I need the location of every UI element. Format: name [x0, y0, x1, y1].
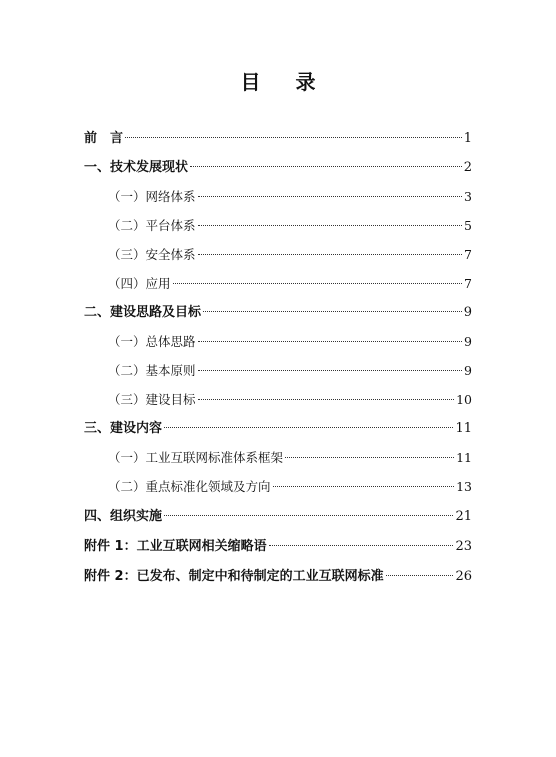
- dot-leader: [190, 166, 462, 167]
- toc-entry[interactable]: [108, 274, 472, 294]
- toc-entry-label: 一、技术发展现状: [84, 160, 189, 175]
- dot-leader: [198, 254, 463, 255]
- toc-entry-label: 四、组织实施: [84, 509, 163, 524]
- toc-entry-page: 13: [456, 479, 472, 494]
- toc-entry-page: 21: [455, 509, 472, 524]
- toc-entry-page: 5: [464, 218, 472, 233]
- dot-leader: [173, 283, 463, 284]
- toc-entry-label: （一）工业互联网标准体系框架: [108, 450, 284, 465]
- toc-title: 目 录: [240, 70, 330, 94]
- toc-entry-page: 11: [456, 450, 472, 465]
- toc-entry-label: （二）重点标准化领域及方向: [108, 479, 271, 494]
- toc-entry-label: （二）基本原则: [108, 363, 196, 378]
- toc-entry-label: 三、建设内容: [84, 421, 163, 436]
- toc-entry-page: 1: [463, 131, 472, 146]
- toc-entry[interactable]: [108, 187, 472, 207]
- toc-entry-label: （一）网络体系: [108, 189, 196, 204]
- toc-entry-page: 9: [463, 305, 472, 320]
- toc-entry[interactable]: [84, 129, 472, 149]
- toc-entry-page: 23: [455, 539, 472, 554]
- toc-entry-label: 二、建设思路及目标: [84, 305, 202, 320]
- toc-entry[interactable]: [108, 390, 472, 410]
- toc-entry-label: （四）应用: [108, 276, 171, 291]
- dot-leader: [285, 457, 454, 458]
- toc-entry-page: 11: [455, 421, 472, 436]
- toc-entry-label: 附件 1：工业互联网相关缩略语: [84, 539, 267, 554]
- toc-entry[interactable]: [84, 303, 472, 323]
- toc-entry-page: 3: [464, 189, 472, 204]
- toc-entry-label: 附件 2：已发布、制定中和待制定的工业互联网标准: [84, 569, 384, 584]
- toc-entry-page: 10: [456, 392, 472, 407]
- dot-leader: [269, 545, 454, 546]
- toc-entry-label: （二）平台体系: [108, 218, 196, 233]
- toc-entry[interactable]: [108, 245, 472, 265]
- toc-entry[interactable]: [84, 419, 472, 439]
- dot-leader: [198, 196, 463, 197]
- dot-leader: [198, 370, 463, 371]
- toc-entry-label: （三）安全体系: [108, 247, 196, 262]
- toc-entry-page: 9: [464, 334, 472, 349]
- toc-entry-page: 7: [464, 247, 472, 262]
- toc-entry[interactable]: [84, 158, 472, 178]
- toc-entry-label: （三）建设目标: [108, 392, 196, 407]
- toc-entry[interactable]: [108, 448, 472, 468]
- toc-entry-page: 2: [463, 160, 472, 175]
- toc-entry-label: 前 言: [84, 131, 124, 146]
- dot-leader: [203, 311, 462, 312]
- dot-leader: [386, 575, 454, 576]
- dot-leader: [198, 341, 463, 342]
- dot-leader: [125, 137, 462, 138]
- toc-entry[interactable]: [108, 361, 472, 381]
- toc-entry-page: 26: [455, 569, 472, 584]
- toc-entry[interactable]: [84, 567, 472, 587]
- toc-entry[interactable]: [108, 477, 472, 497]
- toc-entry[interactable]: [108, 216, 472, 236]
- dot-leader: [198, 399, 455, 400]
- toc-entry-page: 7: [464, 276, 472, 291]
- toc-entry-page: 9: [464, 363, 472, 378]
- toc-entry[interactable]: [84, 537, 472, 557]
- dot-leader: [198, 225, 463, 226]
- toc-entry-label: （一）总体思路: [108, 334, 196, 349]
- dot-leader: [164, 427, 453, 428]
- toc-entry[interactable]: [84, 507, 472, 527]
- dot-leader: [273, 486, 455, 487]
- toc-entry[interactable]: [108, 332, 472, 352]
- dot-leader: [164, 515, 453, 516]
